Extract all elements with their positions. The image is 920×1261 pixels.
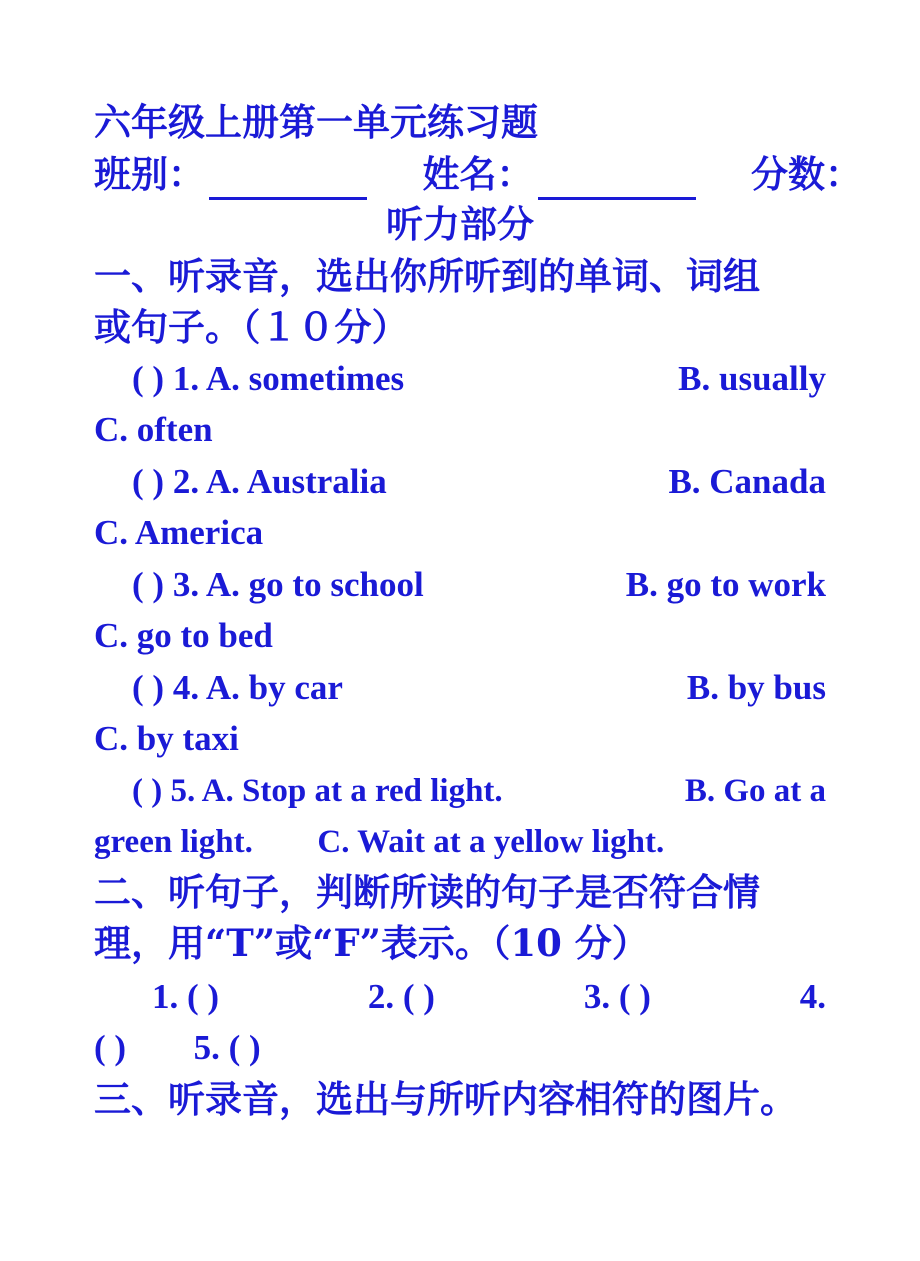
- question-4: [132, 662, 826, 714]
- part3-instruction: 三、听录音，选出与所听内容相符的图片。: [94, 1077, 797, 1121]
- question-number: 3.: [172, 565, 200, 604]
- part2-answers-row-2: [94, 1022, 826, 1074]
- class-label: 班别：: [94, 152, 205, 196]
- answer-paren-3[interactable]: ( ): [132, 565, 165, 604]
- answer-paren-1[interactable]: ( ): [132, 359, 165, 398]
- part1-instruction-line1: 一、听录音，选出你所听到的单词、词组: [94, 254, 760, 298]
- question-number: 2.: [172, 462, 200, 501]
- option-c: C. Wait at a yellow light.: [317, 824, 665, 860]
- answer-slot-1[interactable]: 1. ( ): [152, 977, 220, 1016]
- option-c: C. by taxi: [94, 719, 239, 758]
- option-b-continued: green light.: [94, 824, 253, 860]
- answer-slot-5[interactable]: 5. ( ): [193, 1028, 261, 1067]
- question-number: 4.: [172, 668, 200, 707]
- worksheet-title: 六年级上册第一单元练习题: [94, 100, 538, 144]
- question-4-stem: [132, 662, 343, 714]
- option-b: B. by bus: [686, 668, 826, 707]
- option-b: B. Canada: [668, 462, 826, 501]
- option-b: B. usually: [678, 359, 826, 398]
- name-field: [423, 148, 696, 200]
- question-2-stem: [132, 456, 387, 508]
- option-a: A. go to school: [205, 565, 424, 604]
- option-c: C. go to bed: [94, 616, 273, 655]
- answer-paren-5[interactable]: ( ): [132, 773, 163, 809]
- question-5: [132, 765, 826, 817]
- answer-slot-3[interactable]: 3. ( ): [583, 977, 651, 1016]
- question-5-continuation: [94, 816, 826, 868]
- option-b: B. Go at a: [684, 773, 826, 809]
- question-5-stem: [132, 765, 503, 817]
- part1-instruction-line2: 或句子。（１０分）: [94, 305, 409, 349]
- question-3-stem: [132, 559, 424, 611]
- answer-paren-4[interactable]: ( ): [132, 668, 165, 707]
- question-number: 5.: [170, 773, 196, 809]
- question-2: [132, 456, 826, 508]
- question-1: [132, 353, 826, 405]
- class-blank[interactable]: [209, 161, 367, 200]
- option-a: A. Stop at a red light.: [201, 773, 503, 809]
- option-a: A. by car: [205, 668, 343, 707]
- part2-instruction-line1: 二、听句子，判断所读的句子是否符合情: [94, 870, 760, 914]
- part2-answers-row: [152, 971, 826, 1023]
- answer-slot-4-number: 4.: [799, 977, 826, 1016]
- listening-section-heading: 听力部分: [386, 202, 534, 246]
- answer-slot-2[interactable]: 2. ( ): [367, 977, 435, 1016]
- answer-paren-2[interactable]: ( ): [132, 462, 165, 501]
- option-a: A. Australia: [205, 462, 387, 501]
- score-label: 分数：: [751, 152, 862, 196]
- question-3: [132, 559, 826, 611]
- option-a: A. sometimes: [205, 359, 405, 398]
- class-field: [94, 148, 367, 200]
- student-info-row: [94, 148, 862, 200]
- part2-instruction-line2: 理，用“T”或“F”表示。（10 分）: [94, 921, 649, 965]
- option-c: C. often: [94, 410, 213, 449]
- answer-slot-4[interactable]: ( ): [94, 1028, 127, 1067]
- question-number: 1.: [172, 359, 200, 398]
- name-label: 姓名：: [422, 152, 534, 196]
- name-blank[interactable]: [538, 161, 696, 200]
- option-b: B. go to work: [625, 565, 826, 604]
- question-1-stem: [132, 353, 404, 405]
- option-c: C. America: [94, 513, 264, 552]
